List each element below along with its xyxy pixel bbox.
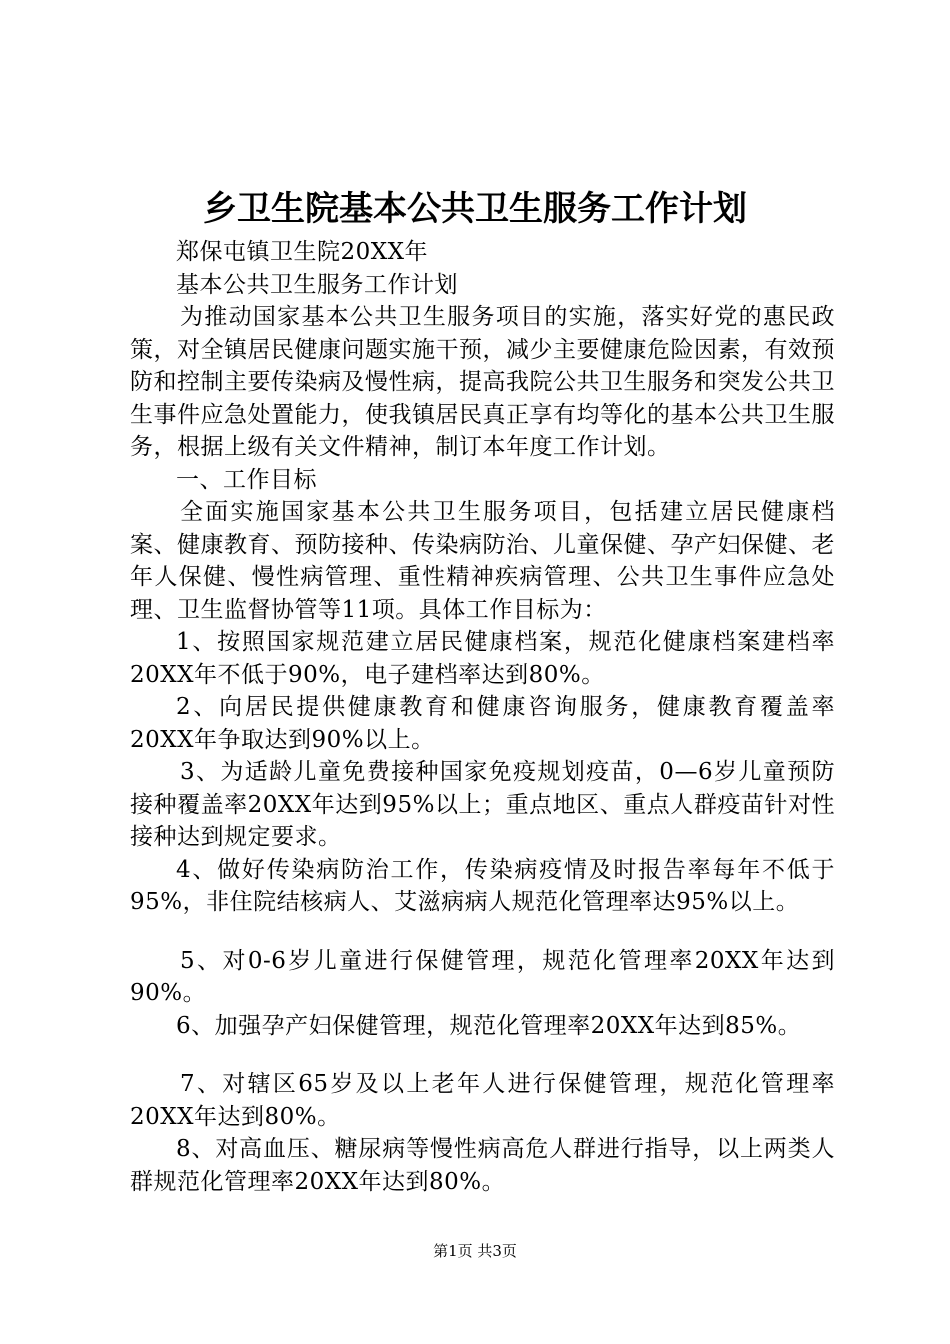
document-body <box>130 236 835 1198</box>
section-heading-goals: 一、工作目标 <box>176 466 317 493</box>
paragraph-org-line: 郑保屯镇卫生院20XX年 <box>176 239 429 265</box>
goal-item-7: 7、对辖区65岁及以上老年人进行保健管理，规范化管理率20XX年达到80%。 <box>130 1071 835 1130</box>
paragraph-intro: 为推动国家基本公共卫生服务项目的实施，落实好党的惠民政策，对全镇居民健康问题实施干预，减少主要健康危险因素，有效预防和控制主要传染病及慢性病，提高我院公共卫生服务和突发公共卫生事件应急处置能力，使我镇居民真正享有均等化的基本公共卫生服务，根据上级有关文件精神，制订本年度工作计划。 <box>130 304 835 460</box>
goal-item-8: 8、对高血压、糖尿病等慢性病高危人群进行指导，以上两类人群规范化管理率20XX年达到80%。 <box>130 1136 835 1195</box>
page-footer: 第1页 共3页 <box>433 1242 517 1260</box>
goal-item-3: 3、为适龄儿童免费接种国家免疫规划疫苗，0—6岁儿童预防接种覆盖率20XX年达到95%以上；重点地区、重点人群疫苗针对性接种达到规定要求。 <box>130 759 835 850</box>
goal-item-6: 6、加强孕产妇保健管理，规范化管理率20XX年达到85%。 <box>176 1012 802 1039</box>
goal-item-1: 1、按照国家规范建立居民健康档案，规范化健康档案建档率20XX年不低于90%，电子建档率达到80%。 <box>130 629 835 688</box>
goal-item-4: 4、做好传染病防治工作，传染病疫情及时报告率每年不低于95%，非住院结核病人、艾滋病病人规范化管理率达95%以上。 <box>130 856 835 915</box>
paragraph-subtitle: 基本公共卫生服务工作计划 <box>176 271 458 298</box>
goal-item-2: 2、向居民提供健康教育和健康咨询服务，健康教育覆盖率20XX年争取达到90%以上。 <box>130 694 835 753</box>
paragraph-goals-overview: 全面实施国家基本公共卫生服务项目，包括建立居民健康档案、健康教育、预防接种、传染病防治、儿童保健、孕产妇保健、老年人保健、慢性病管理、重性精神疾病管理、公共卫生事件应急处理、卫生监督协管等11项。具体工作目标为： <box>130 499 835 623</box>
goal-item-5: 5、对0-6岁儿童进行保健管理，规范化管理率20XX年达到90%。 <box>130 947 835 1006</box>
document-title: 乡卫生院基本公共卫生服务工作计划 <box>203 189 747 229</box>
